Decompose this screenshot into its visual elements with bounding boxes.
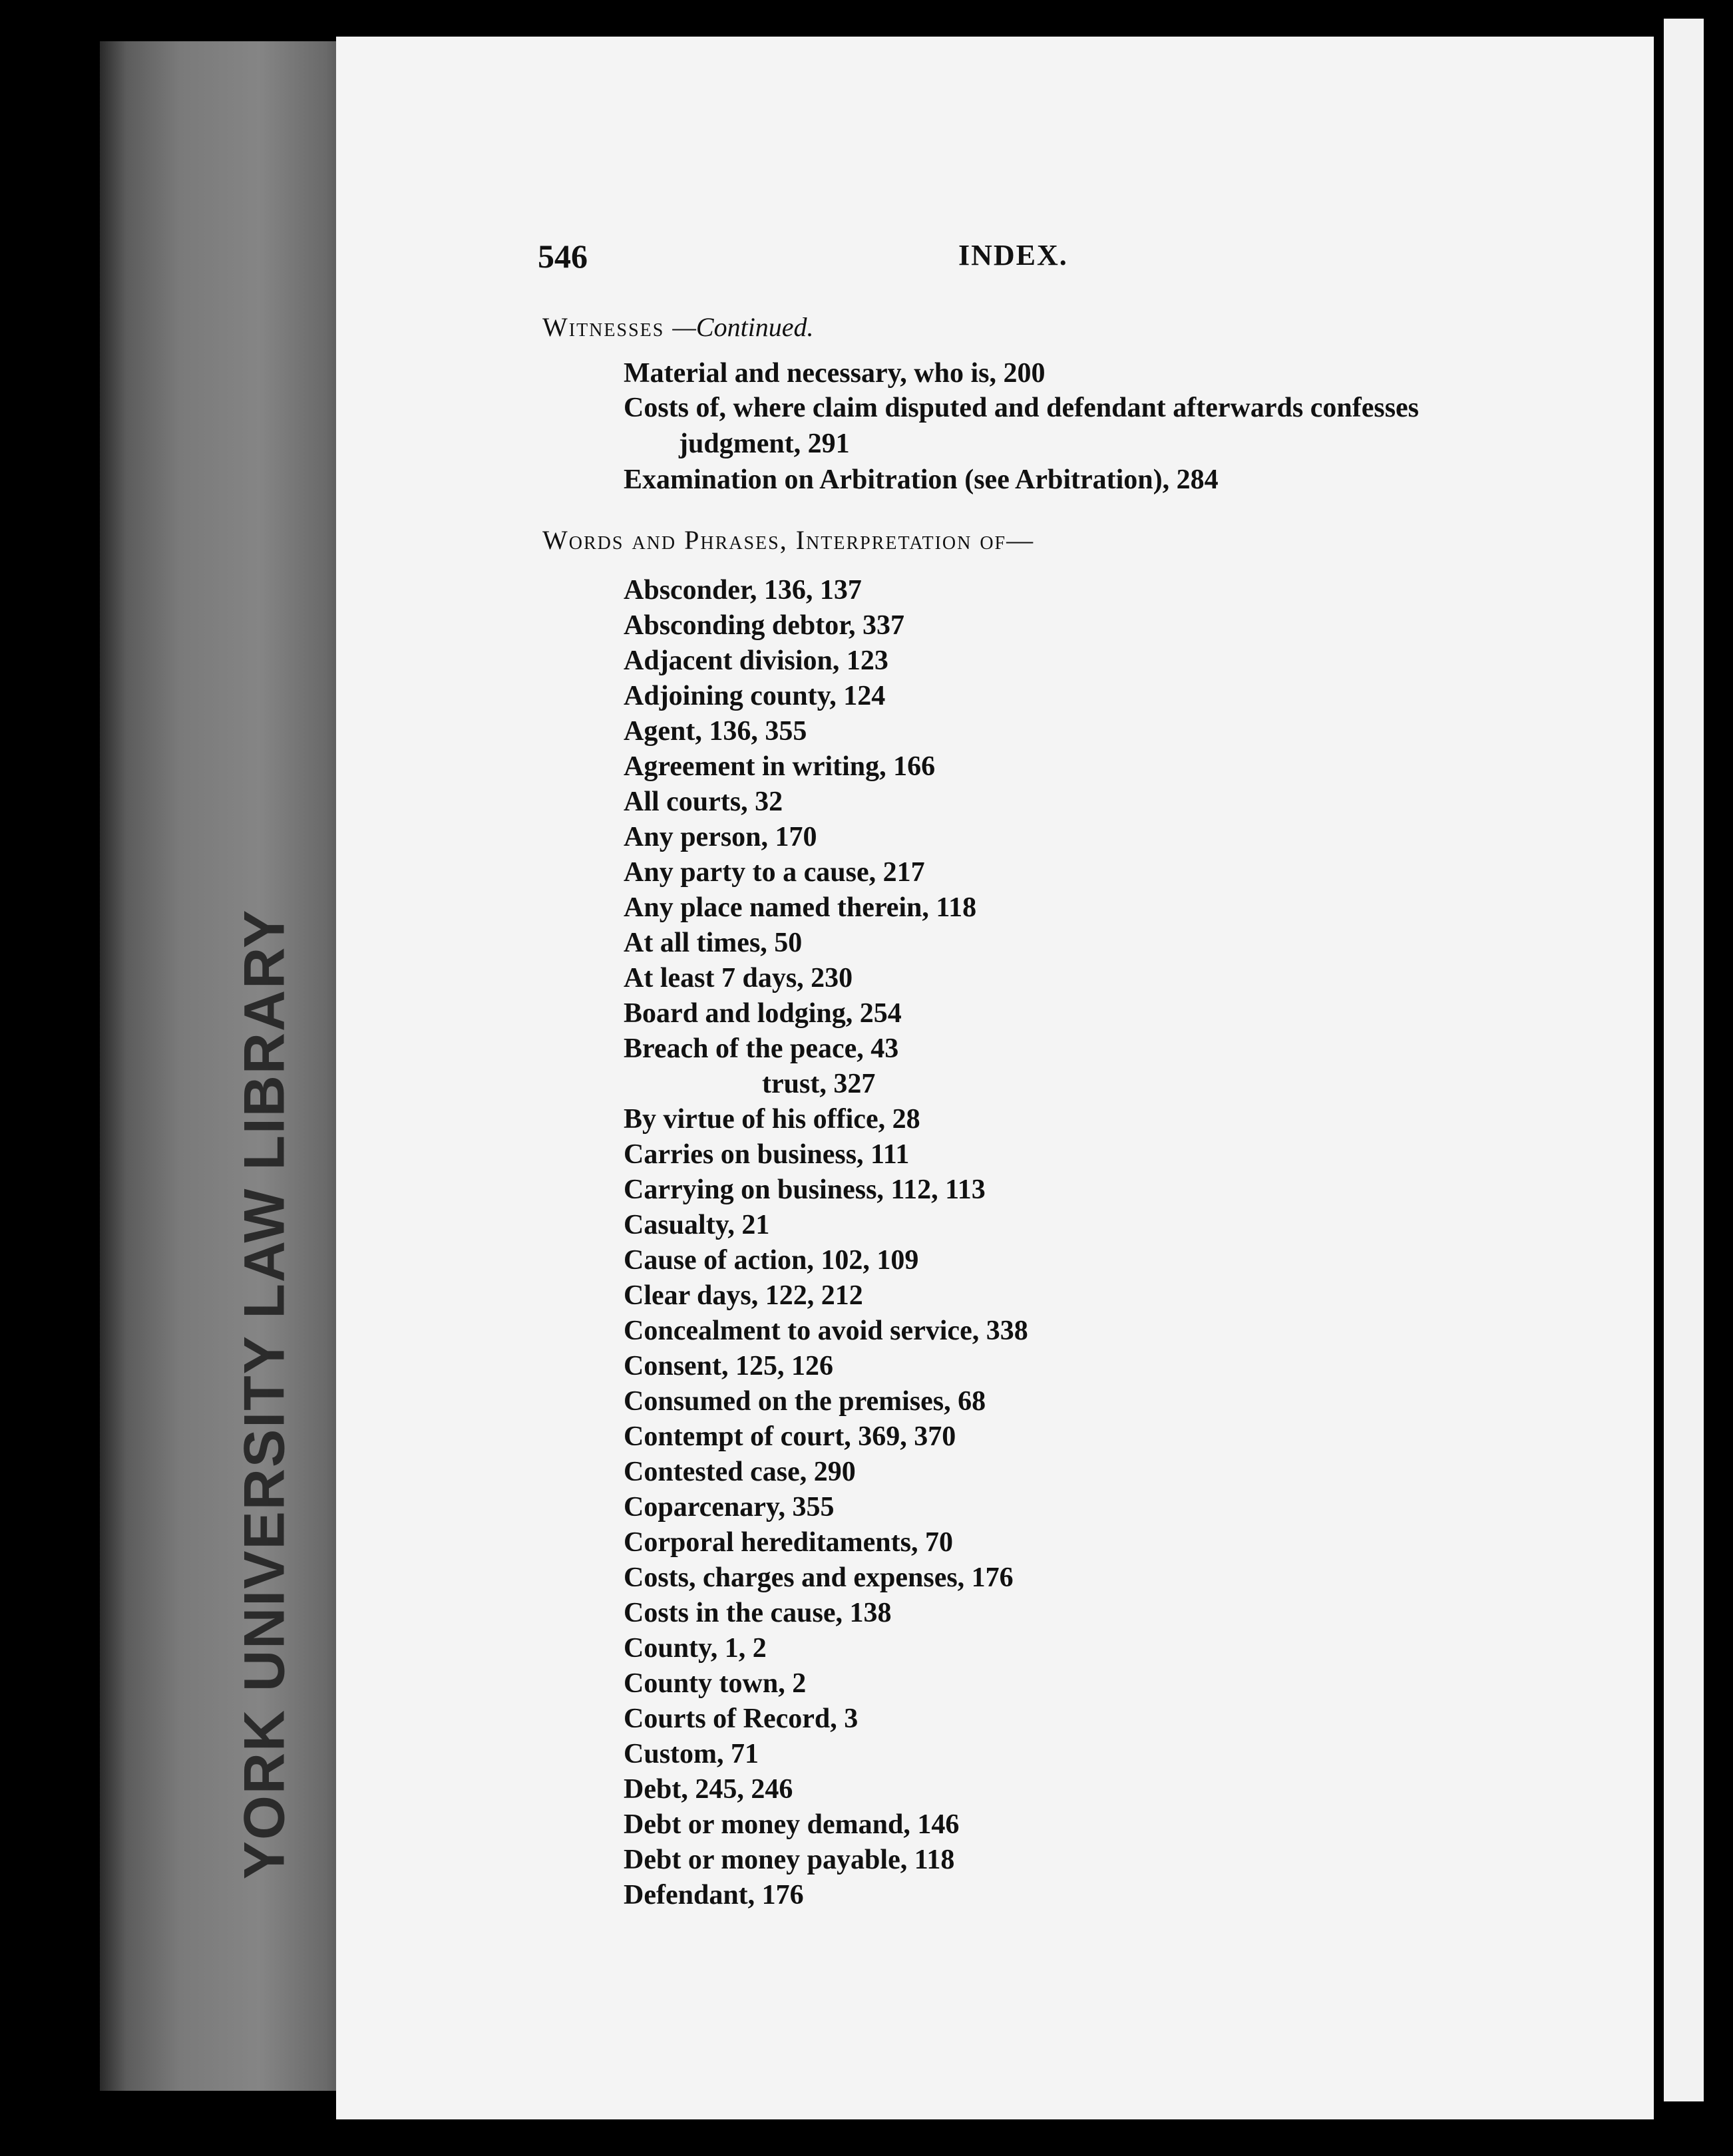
index-entry: Any party to a cause, 217 [624, 857, 925, 888]
running-head: INDEX. [958, 239, 1068, 271]
index-entry: Casualty, 21 [624, 1210, 770, 1240]
index-entry: Consent, 125, 126 [624, 1351, 834, 1381]
index-entry: Board and lodging, 254 [624, 998, 902, 1029]
adjacent-page-edge [1664, 19, 1704, 2101]
index-entry: Costs of, where claim disputed and defendant afterwards confesses [624, 393, 1420, 423]
index-entry: Debt or money payable, 118 [624, 1845, 955, 1875]
index-entry: Cause of action, 102, 109 [624, 1245, 919, 1276]
index-entry-continuation: judgment, 291 [679, 429, 850, 459]
index-entry: Consumed on the premises, 68 [624, 1386, 986, 1417]
index-subentry: trust, 327 [762, 1069, 876, 1099]
index-entry: Examination on Arbitration (see Arbitration), 284 [624, 464, 1219, 495]
index-entry: Carrying on business, 112, 113 [624, 1174, 986, 1205]
index-entry: Agent, 136, 355 [624, 716, 807, 747]
index-entry: Contested case, 290 [624, 1457, 856, 1487]
index-entry: Coparcenary, 355 [624, 1492, 835, 1523]
index-entry: County, 1, 2 [624, 1633, 767, 1664]
index-entry: Custom, 71 [624, 1739, 759, 1769]
index-entry: Adjoining county, 124 [624, 681, 886, 711]
section-heading-words-and-phrases: Words and Phrases, Interpretation of— [542, 525, 1035, 555]
index-entry: Costs, charges and expenses, 176 [624, 1562, 1014, 1593]
index-entry: Any person, 170 [624, 822, 817, 852]
index-entry: Defendant, 176 [624, 1880, 804, 1910]
index-page [336, 37, 1654, 2119]
library-stamp-text: YORK UNIVERSITY LAW LIBRARY [232, 908, 297, 1880]
index-entry: Debt, 245, 246 [624, 1774, 793, 1805]
index-entry: Absconder, 136, 137 [624, 575, 862, 606]
section-heading-text: Witnesses [542, 312, 665, 342]
index-entry: Agreement in writing, 166 [624, 751, 936, 782]
index-entry: All courts, 32 [624, 787, 783, 817]
index-entry: Debt or money demand, 146 [624, 1809, 960, 1840]
page-number: 546 [538, 238, 588, 275]
index-entry: Carries on business, 111 [624, 1139, 910, 1170]
index-entry: Concealment to avoid service, 338 [624, 1316, 1028, 1346]
index-entry: Material and necessary, who is, 200 [624, 358, 1046, 389]
index-entry: Any place named therein, 118 [624, 892, 977, 923]
index-entry: Absconding debtor, 337 [624, 610, 905, 641]
index-entry: Costs in the cause, 138 [624, 1598, 892, 1628]
continued-label: —Continued. [672, 312, 814, 342]
index-entry: Breach of the peace, 43 [624, 1033, 899, 1064]
index-entry: Clear days, 122, 212 [624, 1280, 863, 1311]
index-entry: By virtue of his office, 28 [624, 1104, 920, 1135]
section-heading-witnesses [542, 314, 814, 341]
library-stamp [212, 908, 318, 1880]
index-entry: Courts of Record, 3 [624, 1704, 859, 1734]
index-entry: At all times, 50 [624, 928, 803, 958]
index-entry: At least 7 days, 230 [624, 963, 853, 993]
index-entry: Corporal hereditaments, 70 [624, 1527, 953, 1558]
index-entry: Contempt of court, 369, 370 [624, 1421, 956, 1452]
index-entry: County town, 2 [624, 1668, 807, 1699]
index-entry: Adjacent division, 123 [624, 645, 888, 676]
